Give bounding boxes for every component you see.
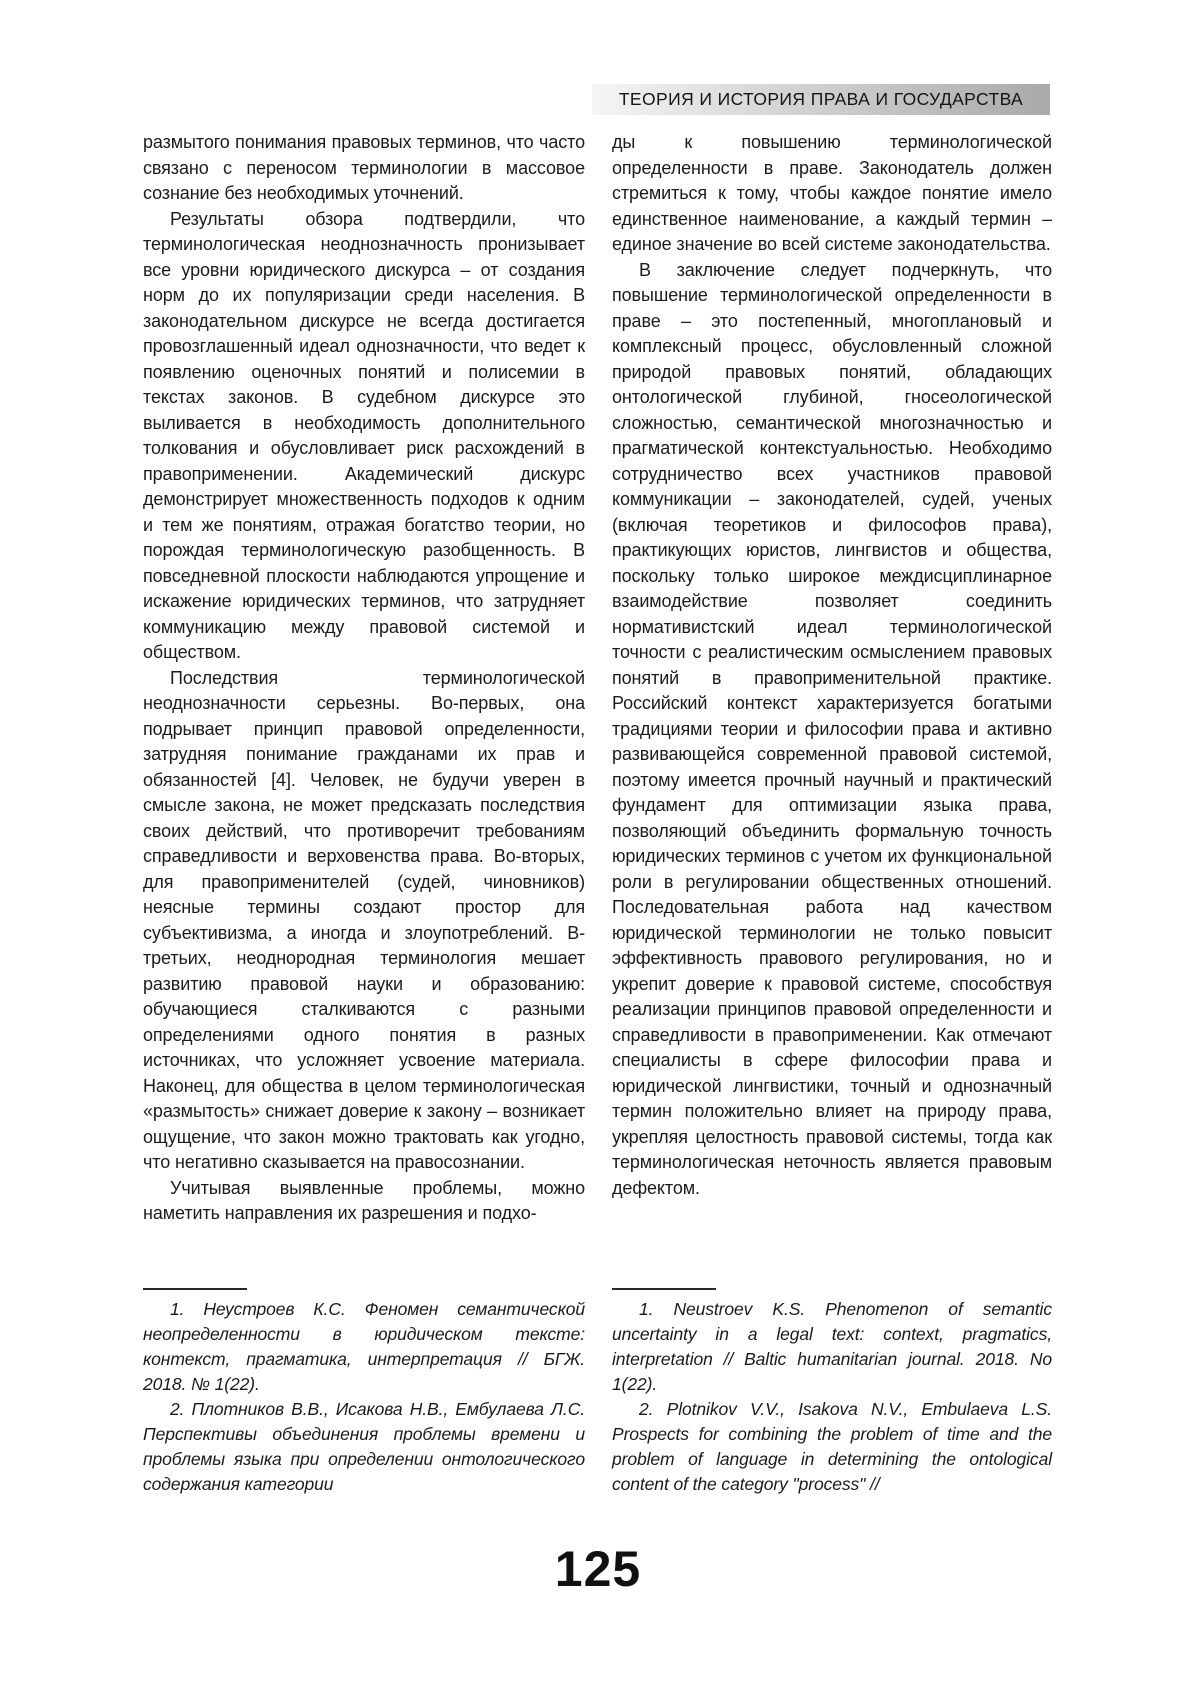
paragraph: Результаты обзора подтвердили, что терминологическая неоднозначность пронизывает все уровни юридического дискурса – от создания норм до их популяризации среди населения. В законодательном дискурсе не всегда достигается провозглашенный идеал однозначности, что ведет к появлению оценочных понятий и полисемии в текстах законов. В судебном дискурсе это выливается в необходимость дополнительного толкования и обусловливает риск расхождений в правоприменении. Академический дискурс демонстрирует множественность подходов к одним и тем же понятиям, отражая богатство теории, но порождая терминологическую разобщенность. В повседневной плоскости наблюдаются упрощение и искажение юридических терминов, что затрудняет коммуникацию между правовой системой и обществом. xyxy=(143,208,585,662)
footnote: 1. Неустроев К.С. Феномен семантической неопределенности в юридическом тексте: контекст, прагматика, интерпретация // БГЖ. 2018. № 1(22). xyxy=(143,1299,585,1394)
paragraph: Последствия терминологической неоднозначности серьезны. Во-первых, она подрывает принцип правовой определенности, затрудняя понимание гражданами их прав и обязанностей [4]. Человек, не будучи уверен в смысле закона, не может предсказать последствия своих действий, что противоречит требованиям справедливости и верховенства права. Во-вторых, для правоприменителей (судей, чиновников) неясные термины создают простор для субъективизма, а иногда и злоупотреблений. В-третьих, неоднородная терминология мешает развитию правовой науки и образованию: обучающиеся сталкиваются с разными определениями одного понятия в разных источниках, что усложняет усвоение материала. Наконец, для общества в целом терминологическая «размытость» снижает доверие к закону – возникает ощущение, что закон можно трактовать как угодно, что негативно сказывается на правосознании. xyxy=(143,667,585,1172)
paragraph: Учитывая выявленные проблемы, можно наметить направления их разрешения и подхо- xyxy=(143,1177,585,1223)
section-title: ТЕОРИЯ И ИСТОРИЯ ПРАВА И ГОСУДАРСТВА xyxy=(618,89,1024,109)
section-header-bar xyxy=(592,84,1050,115)
footnote: 1. Neustroev K.S. Phenomenon of semantic uncertainty in a legal text: context, pragmatics, interpretation // Baltic humanitarian journal. 2018. No 1(22). xyxy=(612,1299,1052,1394)
paragraph: размытого понимания правовых терминов, что часто связано с переносом терминологии в массовое сознание без необходимых уточнений. xyxy=(143,132,585,203)
page-number: 125 xyxy=(554,1541,642,1597)
footnote: 2. Plotnikov V.V., Isakova N.V., Embulaeva L.S. Prospects for combining the problem of time and the problem of language in determining the ontological content of the category "process" // xyxy=(612,1399,1052,1494)
paragraph: ды к повышению терминологической определенности в праве. Законодатель должен стремиться к тому, чтобы каждое понятие имело единственное наименование, а каждый термин – единое значение во всей системе законодательства. xyxy=(612,132,1052,254)
footnote-divider xyxy=(612,1288,716,1290)
footnotes-right xyxy=(612,1288,1052,1497)
footnotes-left xyxy=(143,1288,585,1497)
footnote-divider xyxy=(143,1288,247,1290)
column-left xyxy=(143,130,585,1280)
paragraph: В заключение следует подчеркнуть, что повышение терминологической определенности в праве – это постепенный, многоплановый и комплексный процесс, обусловленный сложной природой правовых понятий, обладающих онтологической глубиной, гносеологической сложностью, семантической многозначностью и прагматической контекстуальностью. Необходимо сотрудничество всех участников правовой коммуникации – законодателей, судей, ученых (включая теоретиков и философов права), практикующих юристов, лингвистов и общества, поскольку только широкое междисциплинарное взаимодействие позволяет соединить нормативистский идеал терминологической точности с реалистическим осмыслением правовых понятий в правоприменительной практике. Российский контекст характеризуется богатыми традициями теории и философии права и активно развивающейся современной правовой системой, поэтому имеется прочный научный и практический фундамент для оптимизации языка права, позволяющий объединить формальную точность юридических терминов с учетом их функциональной роли в регулировании общественных отношений. Последовательная работа над качеством юридической терминологии не только повысит эффективность правового регулирования, но и укрепит доверие к правовой системе, способствуя реализации принципов правовой определенности и справедливости в правоприменении. Как отмечают специалисты в сфере философии права и юридической лингвистики, точный и однозначный термин положительно влияет на природу права, укрепляя целостность правовой системы, тогда как терминологическая неточность является правовым дефектом. xyxy=(612,259,1052,1198)
column-right xyxy=(612,130,1052,1280)
footnote: 2. Плотников В.В., Исакова Н.В., Ембулаева Л.С. Перспективы объединения проблемы времени и проблемы языка при определении онтологического содержания категории xyxy=(143,1399,585,1494)
